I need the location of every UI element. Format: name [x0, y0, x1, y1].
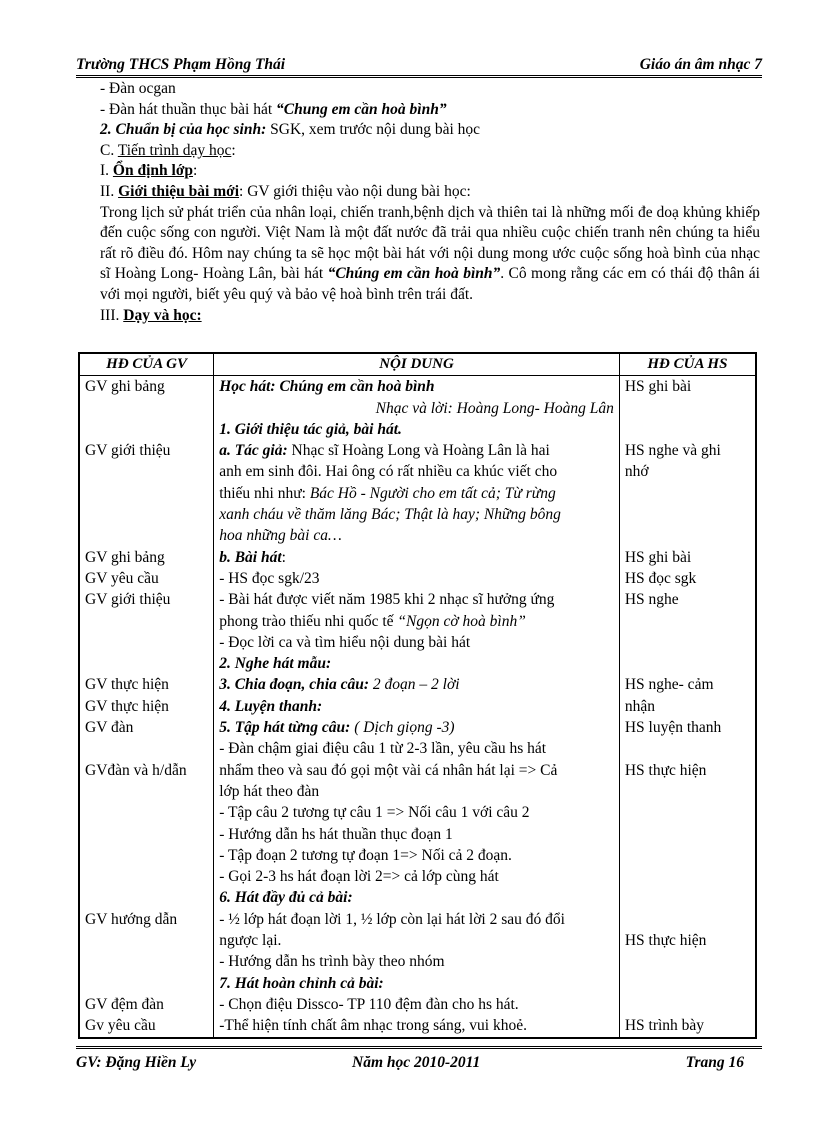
intro-line: - Đàn ocgan: [100, 80, 176, 97]
hs-line: [625, 419, 750, 440]
hs-line: [625, 866, 750, 887]
hs-line: [625, 738, 750, 759]
lesson-table: [78, 352, 757, 1039]
gv-line: GV giới thiệu: [85, 591, 171, 609]
hs-line: [625, 398, 750, 419]
gv-line: GV đệm đàn: [85, 995, 164, 1013]
teacher-name: GV: Đặng Hiền Ly: [76, 1054, 197, 1071]
table-header-row: [79, 353, 756, 376]
gv-line: GV thực hiện: [85, 697, 169, 715]
student-activity-column: [619, 376, 756, 1038]
intro-paragraph: Trong lịch sử phát triển của nhân loại, chiến tranh,bệnh dịch và thiên tai là những mối đe doạ khủng khiếp đến cuộc sống con người. Việt Nam là một đất nước đã trải qua nhiều cuộc chiến tranh nên chúng ta hiểu rất rõ điều đó. Hôm nay chúng ta sẽ học một bài hát với nội dung mong ước cuộc sống hoà bình của nhạc sĩ Hoàng Long- Hoàng Lân, bài hát “Chúng em cần hoà bình”. Cô mong rằng các em có thái độ thân ái với mọi người, biết yêu quý và bảo vệ hoà bình trên trái đất.: [100, 203, 760, 303]
section-heading-ii: II. Giới thiệu bài mới: GV giới thiệu vào nội dung bài học:: [100, 182, 471, 200]
hs-line: HS luyện thanh: [624, 719, 722, 737]
gv-line: GV thực hiện: [85, 676, 169, 694]
song-title: “Chung em cần hoà bình”: [276, 100, 447, 118]
hs-line: [625, 973, 750, 994]
page-header: [76, 54, 762, 78]
gv-line: [85, 461, 208, 482]
hs-line: [625, 887, 750, 908]
hs-line: HS nghe: [624, 591, 679, 609]
hs-line: HS nghe và ghi: [624, 442, 721, 460]
page-footer: [76, 1046, 762, 1072]
hs-line: nhận: [624, 697, 655, 715]
hs-line: HS thực hiện: [624, 761, 707, 779]
hs-line: HS ghi bài: [624, 548, 692, 566]
gv-line: [85, 824, 208, 845]
gv-line: [85, 973, 208, 994]
gv-line: [85, 738, 208, 759]
teacher-activity-column: [79, 376, 214, 1038]
gv-line: [85, 781, 208, 802]
gv-line: [85, 632, 208, 653]
gv-line: [85, 611, 208, 632]
gv-line: [85, 653, 208, 674]
gv-line: [85, 504, 208, 525]
section-heading-iii: III. Dạy và học:: [100, 306, 202, 324]
section-heading-c: C. Tiến trình dạy học:: [100, 141, 236, 159]
hs-line: HS ghi bài: [624, 378, 692, 396]
hs-line: [625, 824, 750, 845]
gv-line: GVđàn và h/dẫn: [85, 761, 187, 779]
hs-line: [625, 611, 750, 632]
gv-line: [85, 845, 208, 866]
document-title: Giáo án âm nhạc 7: [639, 56, 762, 73]
gv-line: Gv yêu cầu: [85, 1017, 156, 1035]
gv-line: GV ghi bảng: [85, 378, 165, 396]
hs-line: [625, 909, 750, 930]
hs-line: [625, 802, 750, 823]
hs-line: [625, 653, 750, 674]
gv-line: [85, 802, 208, 823]
gv-line: GV yêu cầu: [85, 569, 159, 587]
gv-line: GV ghi bảng: [85, 548, 165, 566]
page-number: Trang 16: [685, 1054, 744, 1071]
hs-line: [625, 994, 750, 1015]
gv-line: GV giới thiệu: [85, 442, 171, 460]
gv-line: [85, 483, 208, 504]
hs-line: [625, 845, 750, 866]
hs-line: HS thực hiện: [624, 932, 707, 950]
intro-line: 2. Chuẩn bị của học sinh: SGK, xem trước nội dung bài học: [100, 121, 481, 139]
gv-line: [85, 398, 208, 419]
hs-line: [625, 951, 750, 972]
gv-line: [85, 887, 208, 908]
header-gv: HĐ CỦA GV: [79, 353, 214, 376]
hs-line: [625, 781, 750, 802]
header-content: NỘI DUNG: [214, 353, 620, 376]
hs-line: HS đọc sgk: [624, 569, 697, 587]
hs-line: HS nghe- cảm: [624, 676, 714, 694]
gv-line: [85, 866, 208, 887]
table-row: [79, 376, 756, 1038]
hs-line: [625, 525, 750, 546]
hs-line: [625, 632, 750, 653]
gv-line: [85, 930, 208, 951]
section-heading-i: I. Ổn định lớp:: [100, 162, 198, 180]
school-name: Trường THCS Phạm Hồng Thái: [76, 56, 286, 73]
gv-line: GV hướng dẫn: [85, 910, 178, 928]
gv-line: [85, 951, 208, 972]
lesson-intro: [100, 79, 760, 326]
school-year: Năm học 2010-2011: [352, 1054, 481, 1071]
gv-line: [85, 525, 208, 546]
gv-line: GV đàn: [85, 719, 134, 737]
intro-line: - Đàn hát thuần thục bài hát “Chung em cần hoà bình”: [100, 100, 447, 118]
hs-line: [625, 483, 750, 504]
header-hs: HĐ CỦA HS: [619, 353, 756, 376]
gv-line: [85, 419, 208, 440]
hs-line: [625, 504, 750, 525]
hs-line: nhớ: [624, 463, 649, 481]
hs-line: HS trình bày: [624, 1017, 705, 1035]
content-column: Học hát: Chúng em cần hoà bình Nhạc và lời: Hoàng Long- Hoàng Lân 1. Giới thiệu tác giả, bài hát. a. Tác giả: Nhạc sĩ Hoàng Long và Hoàng Lân là hai anh em sinh đôi. Hai ông có rất nhiều ca khúc viết cho thiếu nhi như: Bác Hồ - Người cho em tất cả; Từ rừng xanh cháu về thăm lăng Bác; Thật là hay; Những bông hoa những bài ca… b. Bài hát: - HS đọc sgk/23 - Bài hát được viết năm 1985 khi 2 nhạc sĩ hưởng ứng phong trào thiếu nhi quốc tế “Ngọn cờ hoà bình” - Đọc lời ca và tìm hiểu nội dung bài hát 2. Nghe hát mẫu: 3. Chia đoạn, chia câu: 2 đoạn – 2 lời 4. Luyện thanh: 5. Tập hát từng câu: ( Dịch giọng -3) - Đàn chậm giai điệu câu 1 từ 2-3 lần, yêu cầu hs hát nhẩm theo và sau đó gọi một vài cá nhân hát lại => Cả lớp hát theo đàn - Tập câu 2 tương tự câu 1 => Nối câu 1 với câu 2 - Hướng dẫn hs hát thuần thục đoạn 1 - Tập đoạn 2 tương tự đoạn 1=> Nối cả 2 đoạn. - Gọi 2-3 hs hát đoạn lời 2=> cả lớp cùng hát 6. Hát đầy đủ cả bài: - ½ lớp hát đoạn lời 1, ½ lớp còn lại hát lời 2 sau đó đổi ngược lại. - Hướng dẫn hs trình bày theo nhóm 7. Hát hoàn chỉnh cả bài: - Chọn điệu Dissco- TP 110 đệm đàn cho hs hát. -Thể hiện tính chất âm nhạc trong sáng, vui khoẻ.: [214, 376, 620, 1038]
